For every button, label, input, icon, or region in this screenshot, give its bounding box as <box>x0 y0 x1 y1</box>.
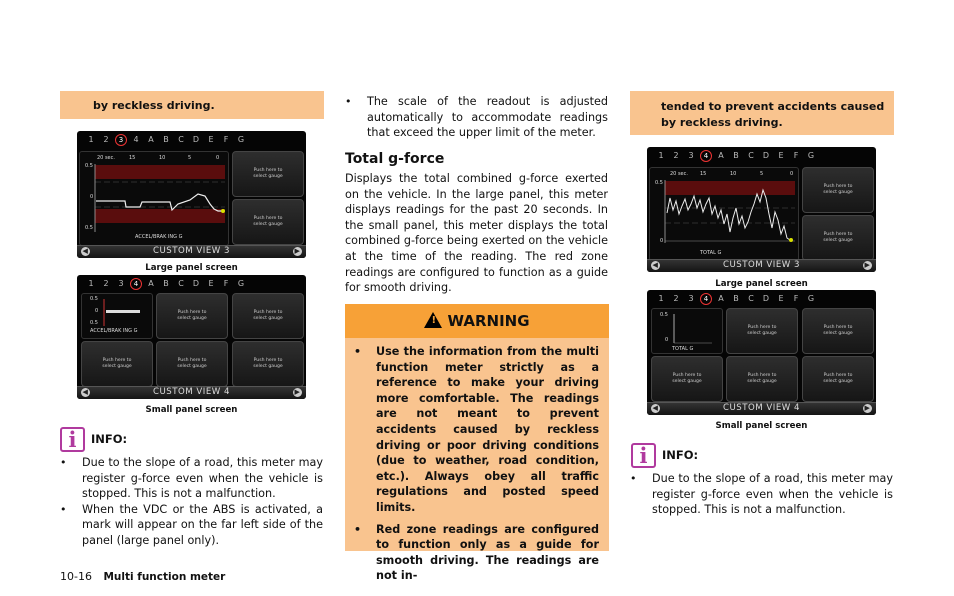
total-label: TOTAL G <box>672 346 694 352</box>
gauge-slot-label: Push here to select gauge <box>253 358 283 369</box>
gauge-slot-label: Push here to select gauge <box>102 358 132 369</box>
y-label: 0.5 <box>660 312 668 318</box>
gauge-slot-button[interactable] <box>156 293 228 339</box>
total-label: TOTAL G <box>700 250 722 256</box>
tab-1[interactable]: 1 <box>658 294 664 303</box>
tab-3[interactable]: 3 <box>118 279 124 288</box>
time-label: 5 <box>760 171 764 177</box>
tab-b[interactable]: B <box>163 279 169 288</box>
tab-2[interactable]: 2 <box>673 151 679 160</box>
scale-bullet: • The scale of the readout is adjusted automatically to accommodate readings that exceed the upper limit of the meter. <box>345 94 608 141</box>
info-list <box>630 471 893 518</box>
tab-f[interactable]: F <box>223 135 229 144</box>
gauge-slot-button[interactable] <box>651 356 723 402</box>
top-note-box <box>60 91 324 119</box>
accel-label: ACCEL/BRAK ING G <box>135 234 183 240</box>
time-label: 10 <box>730 171 737 177</box>
gauge-slot-button[interactable] <box>81 341 153 387</box>
time-label: 15 <box>700 171 707 177</box>
top-note-text: tended to prevent accidents caused by reckless driving. <box>661 100 885 129</box>
gauge-slot-button[interactable] <box>802 167 874 213</box>
gauge-slot-button[interactable] <box>802 308 874 354</box>
prev-arrow-icon[interactable]: ◀ <box>82 247 89 255</box>
y-label: 0.5 <box>90 296 98 302</box>
warning-bullet: • Red zone readings are configured to function only as a guide for smooth driving. The readings are not in- <box>354 522 599 584</box>
warning-list <box>354 344 599 584</box>
info-bullet: • When the VDC or the ABS is activated, a mark will appear on the far left side of the panel (large panel only). <box>60 502 323 549</box>
large-panel-screen <box>647 147 876 272</box>
gauge-slot-label: Push here to select gauge <box>823 325 853 336</box>
gauge-slot-label: Push here to select gauge <box>253 216 283 227</box>
view-title: CUSTOM VIEW 3 <box>153 246 230 256</box>
time-label: 0 <box>790 171 794 177</box>
tab-4[interactable]: 4 <box>700 293 712 305</box>
accel-label: ACCEL/BRAK ING G <box>90 328 138 334</box>
section-paragraph: Displays the total combined g-force exerted on the vehicle. In the large panel, this meter displays readings for the past 20 seconds. In the small panel, this meter displays the total combined g-force being exerted on the vehicle at the time of the reading. The red zone readings are configured to function as a guide for smooth driving. <box>345 172 608 295</box>
prev-arrow-icon[interactable]: ◀ <box>82 388 89 396</box>
tab-1[interactable]: 1 <box>658 151 664 160</box>
tab-e[interactable]: E <box>208 279 214 288</box>
view-title: CUSTOM VIEW 4 <box>153 387 230 397</box>
time-label: 20 sec. <box>670 171 688 177</box>
warning-triangle-icon: ! <box>424 312 442 328</box>
info-bullet: • Due to the slope of a road, this meter may register g-force even when the vehicle is stopped. This is not a malfunction. <box>630 471 893 518</box>
tab-e[interactable]: E <box>208 135 214 144</box>
tab-g[interactable]: G <box>237 135 245 144</box>
time-label: 10 <box>159 155 166 161</box>
gauge-slot-button[interactable] <box>232 293 304 339</box>
tab-c[interactable]: C <box>178 135 184 144</box>
accel-trace <box>80 152 228 245</box>
tab-2[interactable]: 2 <box>103 279 109 288</box>
warning-bullet: • Use the information from the multi function meter strictly as a reference to make your driving more comfortable. The readings are not meant to prevent accidents caused by reckless driving or poor driving conditions (due to weather, road condition, etc.). Always obey all traffic regulations and posted speed limits. <box>354 344 599 516</box>
tab-a[interactable]: A <box>148 135 154 144</box>
y-label: 0 <box>665 337 669 343</box>
tab-b[interactable]: B <box>163 135 169 144</box>
tab-3[interactable]: 3 <box>115 134 127 146</box>
y-label: 0.5 <box>85 225 93 231</box>
tab-3[interactable]: 3 <box>688 294 694 303</box>
gauge-slot-label: Push here to select gauge <box>672 373 702 384</box>
tab-g[interactable]: G <box>807 294 815 303</box>
total-g-trace <box>650 168 798 260</box>
large-panel-caption: Large panel screen <box>715 279 808 289</box>
gauge-slot-label: Push here to select gauge <box>823 184 853 195</box>
view-bar <box>647 259 876 272</box>
small-panel-caption: Small panel screen <box>715 421 808 431</box>
y-label: 0.5 <box>85 163 93 169</box>
gauge-slot-button[interactable] <box>232 151 304 197</box>
gauge-slot-button[interactable] <box>802 356 874 402</box>
warning-title: WARNING <box>447 312 530 330</box>
large-panel-caption: Large panel screen <box>145 263 238 273</box>
gauge-slot-label: Push here to select gauge <box>823 373 853 384</box>
top-note-box <box>630 91 894 135</box>
gauge-slot-label: Push here to select gauge <box>747 325 777 336</box>
gauge-slot-label: Push here to select gauge <box>177 358 207 369</box>
warning-box <box>345 304 609 583</box>
tab-b[interactable]: B <box>733 294 739 303</box>
prev-arrow-icon[interactable]: ◀ <box>652 404 659 412</box>
tab-4[interactable]: 4 <box>130 278 142 290</box>
y-label: 0 <box>90 194 94 200</box>
accel-small-graph <box>81 293 153 339</box>
view-title: CUSTOM VIEW 3 <box>723 260 800 270</box>
tab-1[interactable]: 1 <box>88 279 94 288</box>
gauge-slot-button[interactable] <box>726 356 798 402</box>
next-arrow-icon[interactable]: ▶ <box>864 404 871 412</box>
gauge-slot-label: Push here to select gauge <box>253 310 283 321</box>
y-label: 0 <box>95 308 99 314</box>
section-heading: Total g-force <box>345 151 445 167</box>
tab-a[interactable]: A <box>718 151 724 160</box>
accel-graph <box>79 151 229 246</box>
tab-g[interactable]: G <box>807 151 815 160</box>
total-g-small-graph <box>651 308 723 354</box>
gauge-slot-label: Push here to select gauge <box>253 168 283 179</box>
warning-header <box>345 312 609 330</box>
view-title: CUSTOM VIEW 4 <box>723 403 800 413</box>
page-number: 10-16 <box>60 570 92 583</box>
page-footer <box>60 570 225 583</box>
tab-c[interactable]: C <box>748 294 754 303</box>
tab-g[interactable]: G <box>237 279 245 288</box>
y-label: 0.5 <box>655 180 663 186</box>
tab-d[interactable]: D <box>192 135 200 144</box>
next-arrow-icon[interactable]: ▶ <box>864 261 871 269</box>
tab-2[interactable]: 2 <box>103 135 109 144</box>
gauge-tabs <box>655 150 817 162</box>
gauge-tabs <box>85 278 247 290</box>
small-panel-screen <box>647 290 876 415</box>
gauge-slot-button[interactable] <box>156 341 228 387</box>
view-bar <box>77 245 306 258</box>
small-panel-caption: Small panel screen <box>145 405 238 415</box>
large-panel-screen <box>77 131 306 258</box>
small-panel-screen <box>77 275 306 399</box>
tab-2[interactable]: 2 <box>673 294 679 303</box>
info-title: INFO: <box>91 432 128 446</box>
tab-e[interactable]: E <box>778 294 784 303</box>
tab-f[interactable]: F <box>793 151 799 160</box>
y-label: 0 <box>660 238 664 244</box>
tab-f[interactable]: F <box>793 294 799 303</box>
view-bar <box>647 402 876 415</box>
top-note-text: by reckless driving. <box>93 99 215 112</box>
info-bullet: • Due to the slope of a road, this meter may register g-force even when the vehicle is stopped. This is not a malfunction. <box>60 455 323 502</box>
info-icon: i <box>60 427 85 452</box>
time-label: 5 <box>188 155 192 161</box>
tab-d[interactable]: D <box>762 294 770 303</box>
tab-4[interactable]: 4 <box>133 135 139 144</box>
gauge-tabs <box>85 134 247 146</box>
y-label: 0.5 <box>90 320 98 326</box>
info-title: INFO: <box>662 448 699 462</box>
info-list <box>60 455 323 549</box>
gauge-slot-button[interactable] <box>802 215 874 261</box>
tab-f[interactable]: F <box>223 279 229 288</box>
time-label: 20 sec. <box>97 155 115 161</box>
gauge-slot-button[interactable] <box>232 341 304 387</box>
next-arrow-icon[interactable]: ▶ <box>294 388 301 396</box>
tab-e[interactable]: E <box>778 151 784 160</box>
view-bar <box>77 386 306 399</box>
time-label: 15 <box>129 155 136 161</box>
tab-b[interactable]: B <box>733 151 739 160</box>
tab-4[interactable]: 4 <box>700 150 712 162</box>
tab-d[interactable]: D <box>192 279 200 288</box>
gauge-slot-label: Push here to select gauge <box>747 373 777 384</box>
gauge-slot-button[interactable] <box>232 199 304 245</box>
section-name: Multi function meter <box>103 571 226 583</box>
scale-note <box>345 94 608 141</box>
gauge-tabs <box>655 293 817 305</box>
tab-a[interactable]: A <box>148 279 154 288</box>
time-label: 0 <box>216 155 220 161</box>
next-arrow-icon[interactable]: ▶ <box>294 247 301 255</box>
tab-3[interactable]: 3 <box>688 151 694 160</box>
total-g-graph <box>649 167 799 261</box>
tab-d[interactable]: D <box>762 151 770 160</box>
info-icon: i <box>631 443 656 468</box>
gauge-slot-label: Push here to select gauge <box>823 232 853 243</box>
prev-arrow-icon[interactable]: ◀ <box>652 261 659 269</box>
gauge-slot-button[interactable] <box>726 308 798 354</box>
tab-c[interactable]: C <box>748 151 754 160</box>
tab-a[interactable]: A <box>718 294 724 303</box>
tab-c[interactable]: C <box>178 279 184 288</box>
tab-1[interactable]: 1 <box>88 135 94 144</box>
gauge-slot-label: Push here to select gauge <box>177 310 207 321</box>
